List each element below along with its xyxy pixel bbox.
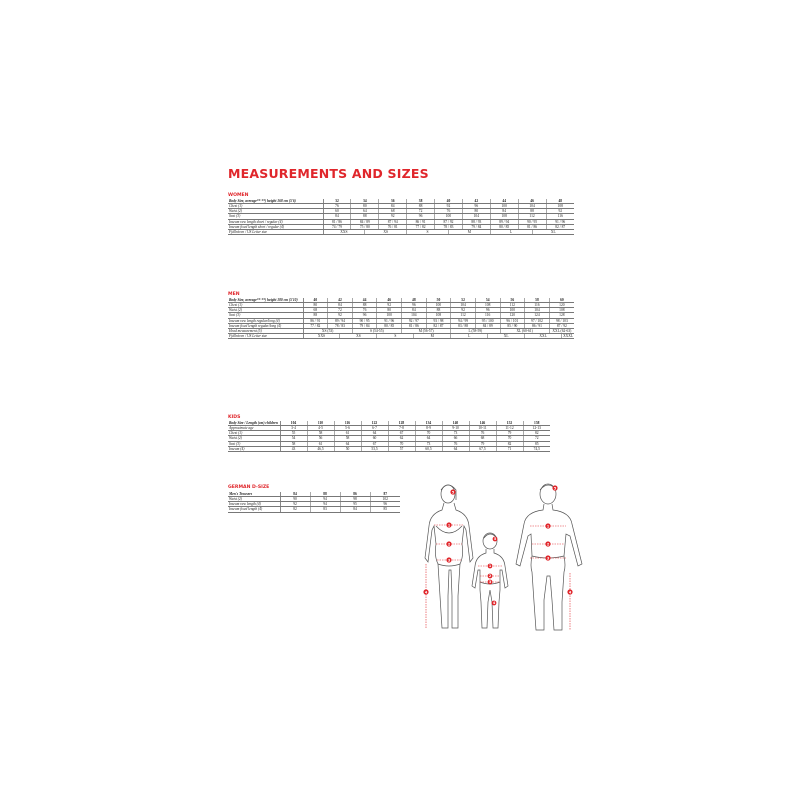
size-header: 46 bbox=[518, 199, 546, 204]
table-cell: 81 / 86 bbox=[518, 224, 546, 229]
table-cell: 116 bbox=[475, 313, 500, 318]
table-cell: 88 bbox=[426, 308, 451, 313]
row-label: Body Size / Length (cm) children bbox=[228, 421, 280, 426]
table-cell: 104 bbox=[462, 214, 490, 219]
row-label: Approximate age bbox=[228, 426, 280, 431]
table-cell: 74 / 79 bbox=[323, 224, 351, 229]
table-cell: 87 / 92 bbox=[549, 323, 574, 328]
row-label: Waist (2) bbox=[228, 436, 280, 441]
woman-marker-1: 1 bbox=[447, 523, 451, 528]
child-marker-2: 2 bbox=[488, 574, 492, 579]
table-cell: XXL (62-63) bbox=[549, 328, 574, 333]
woman-figure bbox=[425, 485, 473, 628]
table-cell: 94 / 99 bbox=[451, 318, 476, 323]
men-heading: MEN bbox=[228, 292, 240, 297]
table-cell: 81 / 86 bbox=[323, 219, 351, 224]
table-cell: 64 bbox=[361, 431, 388, 436]
table-cell: 70 bbox=[415, 431, 442, 436]
table-cell: 50 bbox=[334, 446, 361, 451]
woman-marker-3: 3 bbox=[447, 558, 451, 563]
table-cell: 82 / 87 bbox=[426, 323, 451, 328]
table-cell: 100 bbox=[500, 308, 525, 313]
table-cell: 108 bbox=[546, 204, 574, 209]
size-header: 110 bbox=[307, 421, 334, 426]
size-header: 104 bbox=[280, 421, 307, 426]
table-cell: 60,5 bbox=[415, 446, 442, 451]
size-header: 152 bbox=[496, 421, 523, 426]
table-cell: 83 / 88 bbox=[451, 323, 476, 328]
row-label: Waist (2) bbox=[228, 209, 323, 214]
table-cell: 95 bbox=[340, 502, 370, 507]
table-cell: 84 bbox=[323, 214, 351, 219]
table-cell: 58 bbox=[280, 441, 307, 446]
table-cell: M bbox=[448, 229, 490, 234]
table-row bbox=[228, 229, 574, 234]
table-cell: 79 / 84 bbox=[352, 323, 377, 328]
table-cell: 72 bbox=[328, 308, 353, 313]
man-marker-3: 3 bbox=[546, 556, 550, 561]
table-cell: 90 / 95 bbox=[352, 318, 377, 323]
man-marker-4: 4 bbox=[568, 590, 572, 595]
table-cell: 100 bbox=[435, 214, 463, 219]
man-marker-2: 2 bbox=[546, 542, 550, 547]
table-cell: 90 / 95 bbox=[518, 219, 546, 224]
table-cell: 10-11 bbox=[469, 426, 496, 431]
row-label: Men's Trousers bbox=[228, 492, 280, 497]
table-cell: 6-7 bbox=[361, 426, 388, 431]
table-cell: 60 bbox=[361, 436, 388, 441]
woman-marker-2: 2 bbox=[447, 542, 451, 547]
table-cell: 67,5 bbox=[469, 446, 496, 451]
table-cell: 64 bbox=[351, 209, 379, 214]
table-cell: 80 / 85 bbox=[490, 224, 518, 229]
table-cell: 78 / 83 bbox=[328, 323, 353, 328]
table-cell: 92 bbox=[546, 209, 574, 214]
table-cell: 92 bbox=[280, 502, 310, 507]
table-cell: 82 bbox=[280, 507, 310, 512]
child-marker-1: 1 bbox=[488, 564, 492, 569]
table-cell: 80 bbox=[377, 308, 402, 313]
table-cell: S (54-55) bbox=[352, 328, 401, 333]
table-cell: 76 bbox=[442, 441, 469, 446]
table-cell: 4-5 bbox=[307, 426, 334, 431]
table-cell: 89 / 94 bbox=[328, 318, 353, 323]
child-marker-3: 3 bbox=[488, 580, 492, 585]
kids-heading: KIDS bbox=[228, 415, 241, 420]
table-cell: S bbox=[377, 333, 414, 338]
table-cell: 92 bbox=[435, 204, 463, 209]
row-label: Inseam fixed length (4) bbox=[228, 507, 280, 512]
table-cell: 120 bbox=[500, 313, 525, 318]
table-cell: XL (60-61) bbox=[500, 328, 549, 333]
size-header: 116 bbox=[334, 421, 361, 426]
table-cell: 88 bbox=[351, 214, 379, 219]
table-cell: 54 bbox=[280, 436, 307, 441]
table-cell: 100 bbox=[426, 303, 451, 308]
table-cell: 84 bbox=[490, 209, 518, 214]
table-cell: L (58-59) bbox=[451, 328, 500, 333]
kids-size-table bbox=[228, 421, 550, 452]
size-header: 42 bbox=[328, 298, 353, 303]
table-cell: 128 bbox=[549, 313, 574, 318]
table-cell: 88 bbox=[303, 313, 328, 318]
table-cell: 70 bbox=[496, 436, 523, 441]
table-row bbox=[228, 446, 550, 451]
size-header: 32 bbox=[323, 199, 351, 204]
row-label: Waist (2) bbox=[228, 308, 303, 313]
row-label: Chest (1) bbox=[228, 303, 303, 308]
table-cell: 94 bbox=[310, 497, 340, 502]
size-header: 87 bbox=[370, 492, 400, 497]
row-label: Inseam raw length short / regular (4) bbox=[228, 219, 323, 224]
table-cell: 97 / 102 bbox=[525, 318, 550, 323]
table-cell: 108 bbox=[549, 308, 574, 313]
table-cell: 96 bbox=[402, 303, 427, 308]
table-cell: 100 bbox=[377, 313, 402, 318]
table-cell: 73 bbox=[442, 431, 469, 436]
table-cell: 9-10 bbox=[442, 426, 469, 431]
row-label: Chest (1) bbox=[228, 204, 323, 209]
table-cell: 81 / 86 bbox=[402, 323, 427, 328]
table-cell: XS bbox=[340, 333, 377, 338]
women-heading: WOMEN bbox=[228, 193, 249, 198]
table-cell: 84 bbox=[328, 303, 353, 308]
table-cell: 116 bbox=[525, 303, 550, 308]
table-cell: 66 bbox=[442, 436, 469, 441]
size-header: 44 bbox=[490, 199, 518, 204]
size-header: 128 bbox=[388, 421, 415, 426]
table-cell: 86 / 91 bbox=[407, 219, 435, 224]
row-label: Seat (3) bbox=[228, 214, 323, 219]
table-cell: M (56-57) bbox=[402, 328, 451, 333]
table-cell: 64 bbox=[415, 436, 442, 441]
table-row bbox=[228, 333, 574, 338]
table-cell: 72 bbox=[407, 209, 435, 214]
table-cell: 108 bbox=[475, 303, 500, 308]
table-cell: 76 bbox=[323, 204, 351, 209]
table-cell: 83 bbox=[310, 507, 340, 512]
page-title: MEASUREMENTS AND SIZES bbox=[228, 166, 429, 181]
table-cell: 104 bbox=[518, 204, 546, 209]
table-cell: XXS bbox=[323, 229, 365, 234]
table-cell: 108 bbox=[426, 313, 451, 318]
table-cell: 72 bbox=[523, 436, 550, 441]
row-label: Body Size, average** **) height 168 cm (5'6) bbox=[228, 199, 323, 204]
table-cell: 124 bbox=[525, 313, 550, 318]
table-cell: 55 bbox=[280, 431, 307, 436]
table-cell: XS (53) bbox=[303, 328, 352, 333]
table-cell: 82 / 87 bbox=[546, 224, 574, 229]
table-cell: L bbox=[490, 229, 532, 234]
child-marker-4: 4 bbox=[492, 601, 496, 606]
table-cell: 58 bbox=[334, 436, 361, 441]
table-cell: 93 / 98 bbox=[426, 318, 451, 323]
size-header: 88 bbox=[310, 492, 340, 497]
table-cell: XXL bbox=[525, 333, 562, 338]
table-cell: 12-13 bbox=[523, 426, 550, 431]
row-label: Head measurement (5) bbox=[228, 328, 303, 333]
table-cell: 76 / 81 bbox=[379, 224, 407, 229]
table-cell: 77 / 82 bbox=[303, 323, 328, 328]
table-cell: 88 bbox=[352, 303, 377, 308]
table-cell: 98 bbox=[340, 497, 370, 502]
size-header: 60 bbox=[549, 298, 574, 303]
table-cell: S bbox=[407, 229, 449, 234]
row-label: Chest (1) bbox=[228, 431, 280, 436]
table-cell: 90 bbox=[280, 497, 310, 502]
table-cell: 60 bbox=[323, 209, 351, 214]
table-cell: 94 bbox=[310, 502, 340, 507]
table-cell: 91 / 96 bbox=[377, 318, 402, 323]
table-cell: 96 / 101 bbox=[500, 318, 525, 323]
size-header: 44 bbox=[352, 298, 377, 303]
row-label: Inseam raw length (4) bbox=[228, 502, 280, 507]
table-cell: 76 bbox=[435, 209, 463, 214]
table-cell: 85 bbox=[370, 507, 400, 512]
table-cell: 3-4 bbox=[280, 426, 307, 431]
table-cell: 67 bbox=[361, 441, 388, 446]
row-label: Body Size, average** **) height 180 cm (5'10) bbox=[228, 298, 303, 303]
table-cell: 87 / 94 bbox=[379, 219, 407, 224]
child-marker-5: 5 bbox=[493, 537, 497, 542]
table-cell: M bbox=[414, 333, 451, 338]
table-cell: 84 bbox=[402, 308, 427, 313]
table-cell: 104 bbox=[525, 308, 550, 313]
table-cell: 102 bbox=[370, 497, 400, 502]
table-cell: 92 bbox=[328, 313, 353, 318]
table-cell: 71 bbox=[496, 446, 523, 451]
row-label: Inseam raw length regular/long (4) bbox=[228, 318, 303, 323]
body-measurement-figures bbox=[420, 478, 590, 638]
table-cell: 92 bbox=[451, 308, 476, 313]
table-cell: 92 / 97 bbox=[402, 318, 427, 323]
table-cell: 104 bbox=[451, 303, 476, 308]
table-cell: 96 bbox=[475, 308, 500, 313]
table-cell: 46,5 bbox=[307, 446, 334, 451]
table-cell: 80 bbox=[351, 204, 379, 209]
size-header: 36 bbox=[379, 199, 407, 204]
size-header: 46 bbox=[377, 298, 402, 303]
table-cell: 7-8 bbox=[388, 426, 415, 431]
table-cell: 76 bbox=[469, 431, 496, 436]
table-cell: 61 bbox=[334, 431, 361, 436]
table-cell: 92 bbox=[379, 214, 407, 219]
table-cell: 80 bbox=[462, 209, 490, 214]
table-cell: 82 bbox=[523, 431, 550, 436]
table-cell: 8-9 bbox=[415, 426, 442, 431]
size-header: 54 bbox=[475, 298, 500, 303]
table-cell: XXXL bbox=[563, 333, 574, 338]
table-cell: 84 / 89 bbox=[351, 219, 379, 224]
size-header: 48 bbox=[402, 298, 427, 303]
table-cell: 57 bbox=[388, 446, 415, 451]
table-cell: XS bbox=[365, 229, 407, 234]
table-row bbox=[228, 507, 400, 512]
table-cell: 80 / 85 bbox=[377, 323, 402, 328]
table-cell: 80 bbox=[303, 303, 328, 308]
table-cell: 78 / 83 bbox=[435, 224, 463, 229]
table-cell: 100 bbox=[490, 204, 518, 209]
table-cell: 116 bbox=[546, 214, 574, 219]
table-cell: 58 bbox=[307, 431, 334, 436]
table-cell: 68 bbox=[469, 436, 496, 441]
table-cell: 79 bbox=[469, 441, 496, 446]
table-cell: 70 bbox=[388, 441, 415, 446]
table-cell: 11-12 bbox=[496, 426, 523, 431]
table-cell: 53,5 bbox=[361, 446, 388, 451]
german-heading: GERMAN D-SIZE bbox=[228, 485, 270, 490]
table-cell: 96 bbox=[407, 214, 435, 219]
table-cell: 87 / 92 bbox=[435, 219, 463, 224]
row-label: Fjällräven / US Letter size bbox=[228, 333, 303, 338]
table-cell: 96 bbox=[370, 502, 400, 507]
table-cell: 62 bbox=[388, 436, 415, 441]
table-cell: XXS bbox=[303, 333, 340, 338]
size-header: 146 bbox=[469, 421, 496, 426]
table-cell: 43 bbox=[280, 446, 307, 451]
table-cell: 85 bbox=[523, 441, 550, 446]
table-cell: 91 / 96 bbox=[546, 219, 574, 224]
size-header: 122 bbox=[361, 421, 388, 426]
table-cell: 68 bbox=[379, 209, 407, 214]
table-cell: 95 / 100 bbox=[475, 318, 500, 323]
women-size-table bbox=[228, 199, 574, 235]
german-size-table bbox=[228, 492, 400, 513]
table-cell: 92 bbox=[377, 303, 402, 308]
table-cell: 89 / 94 bbox=[490, 219, 518, 224]
row-label: Inseam fixed length regular/long (4) bbox=[228, 323, 303, 328]
man-marker-1: 1 bbox=[546, 524, 550, 529]
table-cell: 84 bbox=[379, 204, 407, 209]
table-cell: 104 bbox=[402, 313, 427, 318]
woman-marker-4: 4 bbox=[424, 590, 428, 595]
table-cell: 112 bbox=[451, 313, 476, 318]
row-label: Inseam (4) bbox=[228, 446, 280, 451]
table-cell: 73 bbox=[415, 441, 442, 446]
table-cell: 96 bbox=[352, 313, 377, 318]
row-label: Fjällräven / US Letter size bbox=[228, 229, 323, 234]
table-cell: 120 bbox=[549, 303, 574, 308]
woman-marker-5: 5 bbox=[451, 490, 455, 495]
table-cell: XL bbox=[532, 229, 574, 234]
size-header: 84 bbox=[280, 492, 310, 497]
table-cell: 86 / 91 bbox=[303, 318, 328, 323]
table-cell: 75 / 80 bbox=[351, 224, 379, 229]
table-cell: 88 bbox=[407, 204, 435, 209]
table-cell: 5-6 bbox=[334, 426, 361, 431]
table-cell: 112 bbox=[500, 303, 525, 308]
row-label: Seat (3) bbox=[228, 441, 280, 446]
size-header: 86 bbox=[340, 492, 370, 497]
table-cell: 68 bbox=[303, 308, 328, 313]
table-cell: 108 bbox=[490, 214, 518, 219]
size-header: 140 bbox=[442, 421, 469, 426]
size-header: 38 bbox=[407, 199, 435, 204]
table-cell: 82 bbox=[496, 441, 523, 446]
size-header: 50 bbox=[426, 298, 451, 303]
size-header: 58 bbox=[525, 298, 550, 303]
size-header: 40 bbox=[435, 199, 463, 204]
table-cell: 64 bbox=[334, 441, 361, 446]
size-header: 158 bbox=[523, 421, 550, 426]
table-cell: 76 bbox=[352, 308, 377, 313]
table-cell: 64 bbox=[442, 446, 469, 451]
table-cell: 112 bbox=[518, 214, 546, 219]
row-label: Seat (3) bbox=[228, 313, 303, 318]
table-cell: XL bbox=[488, 333, 525, 338]
table-cell: 67 bbox=[388, 431, 415, 436]
size-header: 56 bbox=[500, 298, 525, 303]
table-cell: 84 / 89 bbox=[475, 323, 500, 328]
row-label: Inseam fixed length short / regular (4) bbox=[228, 224, 323, 229]
size-header: 48 bbox=[546, 199, 574, 204]
table-cell: 79 / 84 bbox=[462, 224, 490, 229]
table-cell: 84 bbox=[340, 507, 370, 512]
size-header: 52 bbox=[451, 298, 476, 303]
size-header: 40 bbox=[303, 298, 328, 303]
table-cell: 74,5 bbox=[523, 446, 550, 451]
table-cell: 61 bbox=[307, 441, 334, 446]
size-header: 134 bbox=[415, 421, 442, 426]
table-cell: 98 / 103 bbox=[549, 318, 574, 323]
table-cell: 77 / 82 bbox=[407, 224, 435, 229]
size-header: 42 bbox=[462, 199, 490, 204]
table-cell: 88 bbox=[518, 209, 546, 214]
table-cell: 96 bbox=[462, 204, 490, 209]
table-cell: 56 bbox=[307, 436, 334, 441]
table-cell: L bbox=[451, 333, 488, 338]
size-header: 34 bbox=[351, 199, 379, 204]
table-cell: 85 / 90 bbox=[500, 323, 525, 328]
men-size-table bbox=[228, 298, 574, 339]
table-cell: 86 / 91 bbox=[525, 323, 550, 328]
row-label: Waist (2) bbox=[228, 497, 280, 502]
table-cell: 88 / 93 bbox=[462, 219, 490, 224]
man-marker-5: 5 bbox=[553, 486, 557, 491]
table-cell: 79 bbox=[496, 431, 523, 436]
